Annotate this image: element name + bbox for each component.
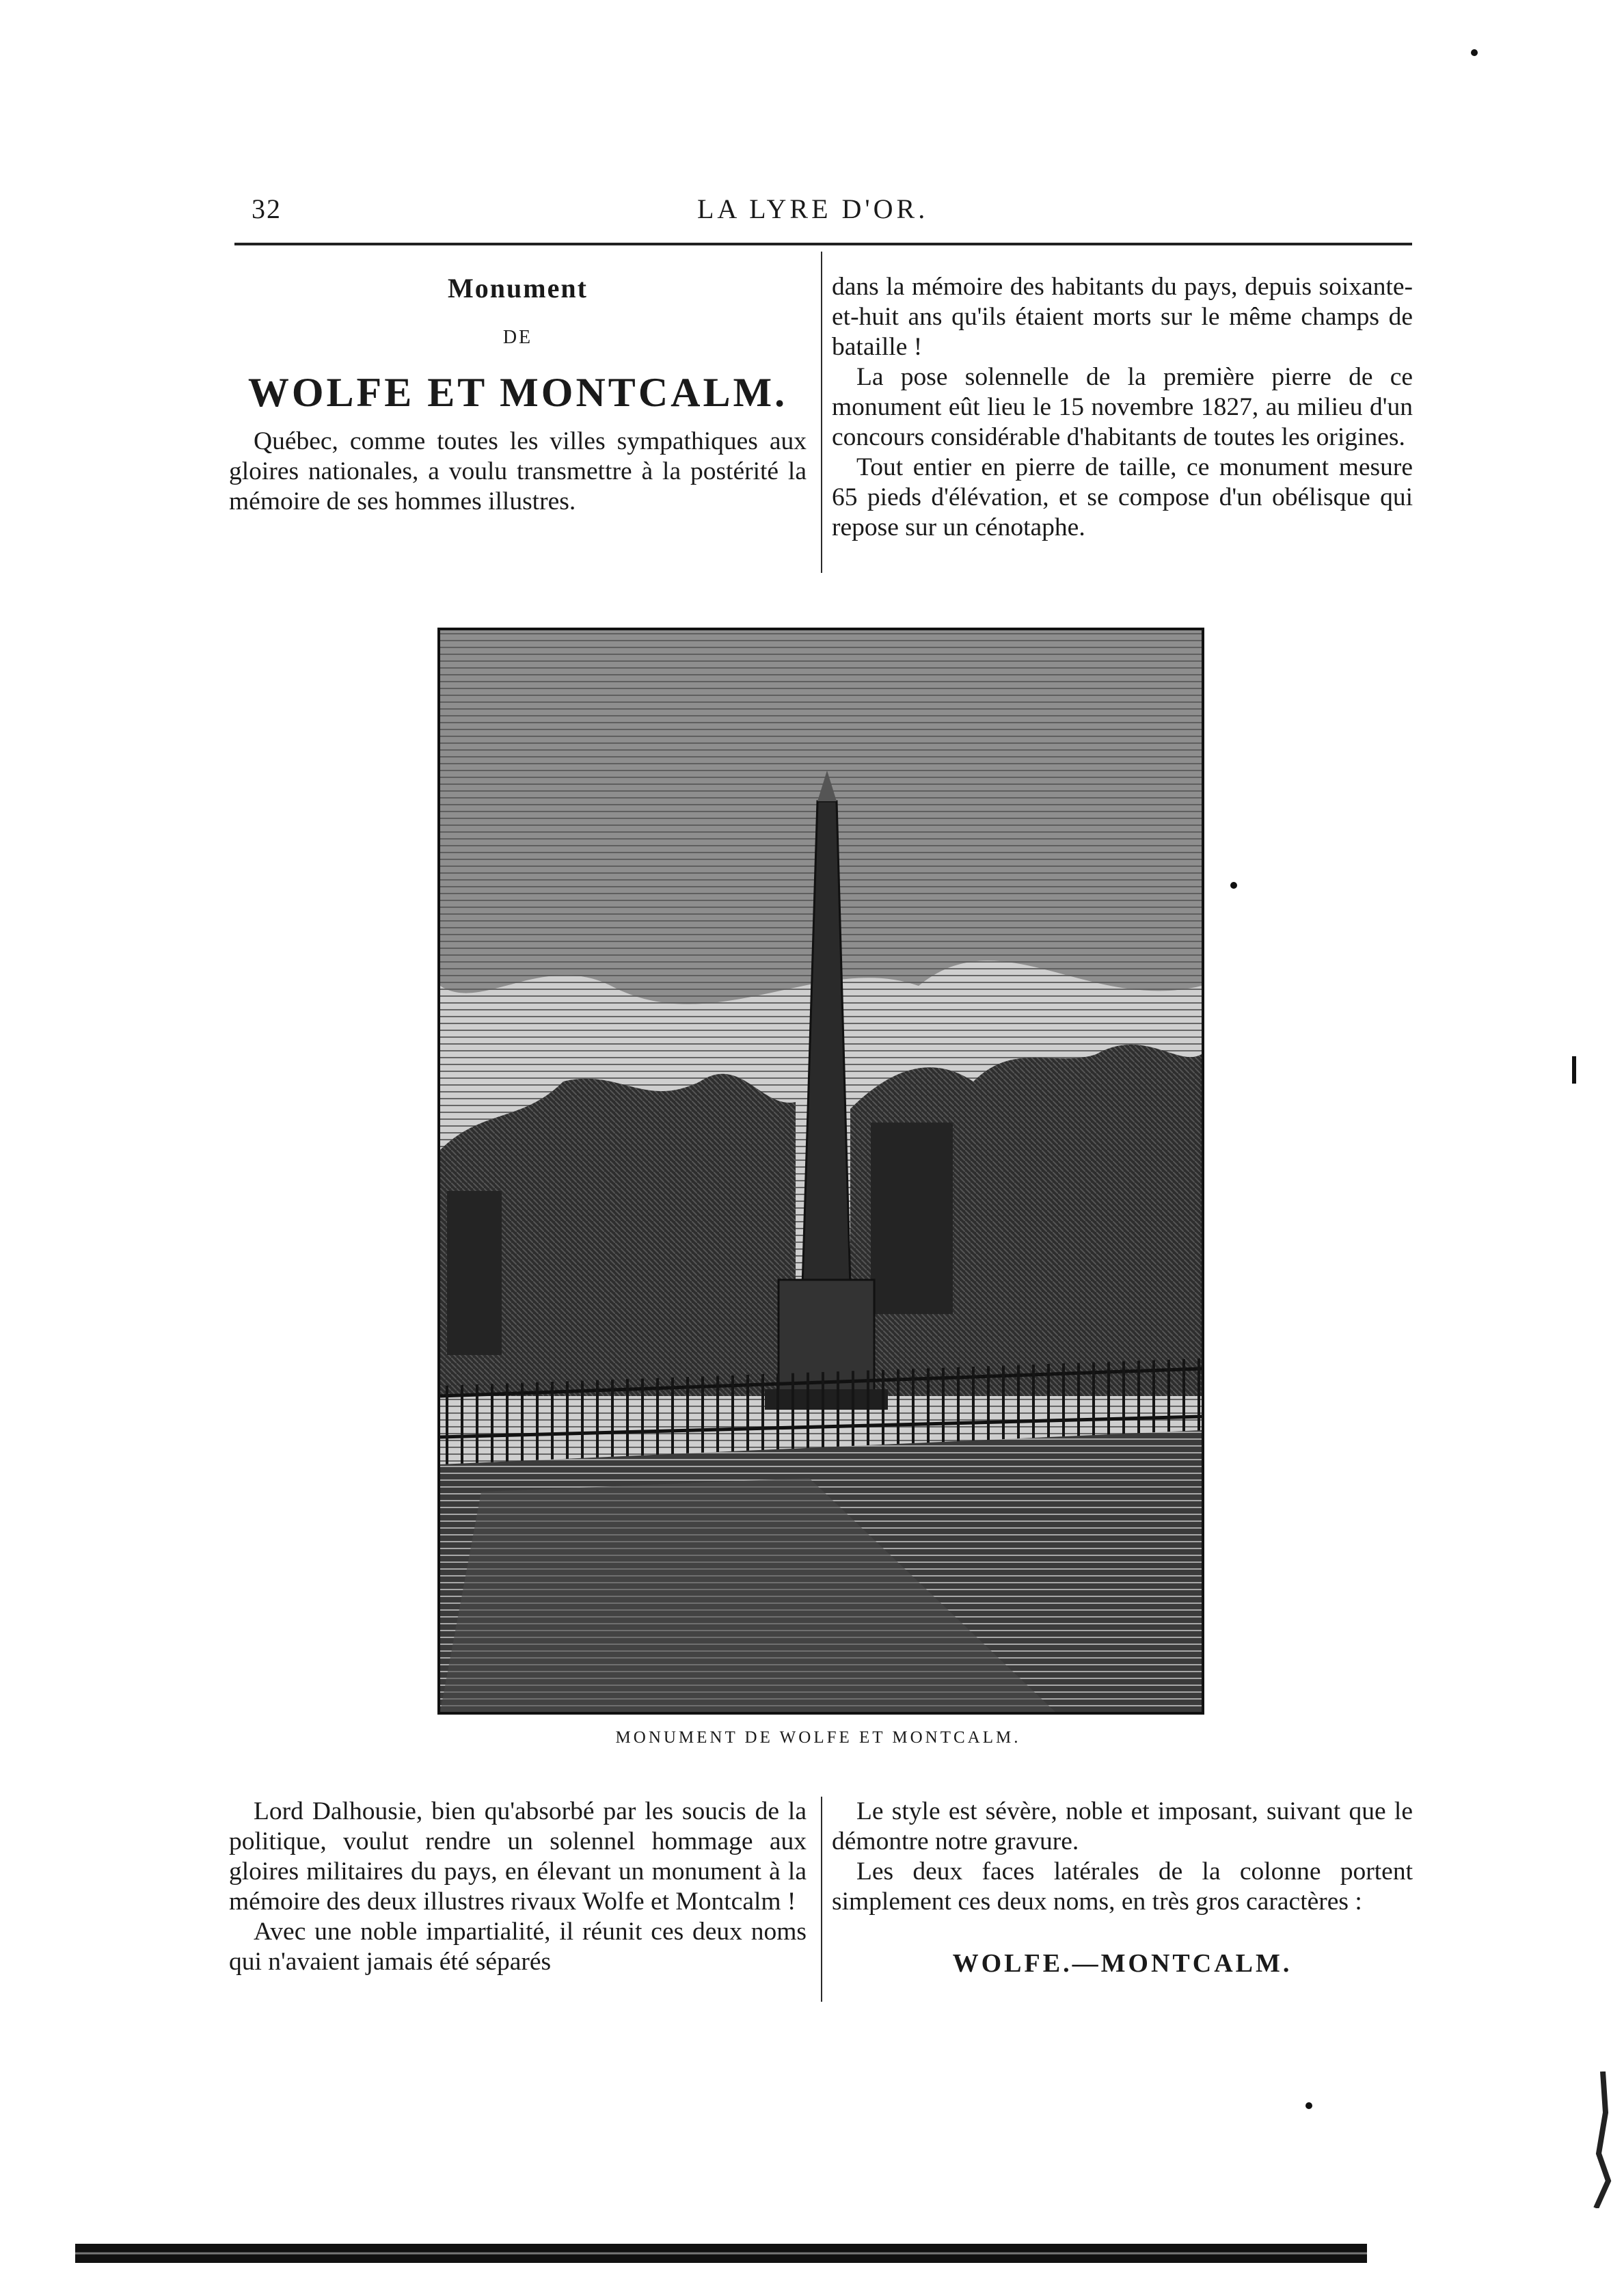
engraving-caption: MONUMENT DE WOLFE ET MONTCALM. [615,1728,1021,1747]
article-title: WOLFE ET MONTCALM. [247,370,788,415]
tower [871,1123,953,1314]
header-rule [234,243,1412,245]
column-top-right [832,272,1413,543]
scan-mark [1589,2071,1616,2208]
paragraph: Le style est sévère, noble et imposant, suivant que le démontre notre gravure. [832,1797,1413,1855]
inscription: WOLFE.—MONTCALM. [952,1949,1293,1978]
page-number: 32 [252,193,282,224]
scan-mark [1572,1056,1576,1084]
tower-left [447,1191,502,1355]
scan-edge-bar [75,2244,1367,2263]
column-bottom-left [229,1797,807,1977]
running-title: LA LYRE D'OR. [697,193,929,224]
scan-speck [1471,49,1478,56]
paragraph: Tout entier en pierre de taille, ce monument mesure 65 pieds d'élévation, et se compose d'un obélisque qui repose sur un cénotaphe. [832,453,1413,541]
paragraph: Avec une noble impartialité, il réunit ces deux noms qui n'avaient jamais été séparés [229,1918,807,1976]
column-divider [821,1797,822,2002]
paragraph: Les deux faces latérales de la colonne portent simplement ces deux noms, en très gros caractères : [832,1857,1413,1916]
scan-scratch-art [1589,2071,1616,2208]
column-bottom-right [832,1797,1413,1979]
paragraph: La pose solennelle de la première pierre de ce monument eût lieu le 15 novembre 1827, au milieu d'un concours considérable d'habitants de toutes les origines. [832,363,1413,451]
column-divider [821,252,822,573]
paragraph: dans la mémoire des habitants du pays, depuis soixante-et-huit ans qu'ils étaient morts sur le même champs de bataille ! [832,273,1413,361]
article-kicker: Monument [448,273,588,304]
scan-speck [1230,882,1237,889]
column-top-left [229,272,807,517]
paragraph: Lord Dalhousie, bien qu'absorbé par les soucis de la politique, voulut rendre un solennel hommage aux gloires militaires du pays, en élevant un monument à la mémoire des deux illustres rivaux Wolfe et Montcalm ! [229,1797,807,1916]
monument-engraving [437,628,1204,1715]
article-conjunction: DE [502,327,533,348]
scan-speck [1305,2102,1312,2109]
engraving-art [440,630,1202,1712]
paragraph: Québec, comme toutes les villes sympathiques aux gloires nationales, a voulu transmettre à la postérité la mémoire de ses hommes illustres. [229,427,807,515]
